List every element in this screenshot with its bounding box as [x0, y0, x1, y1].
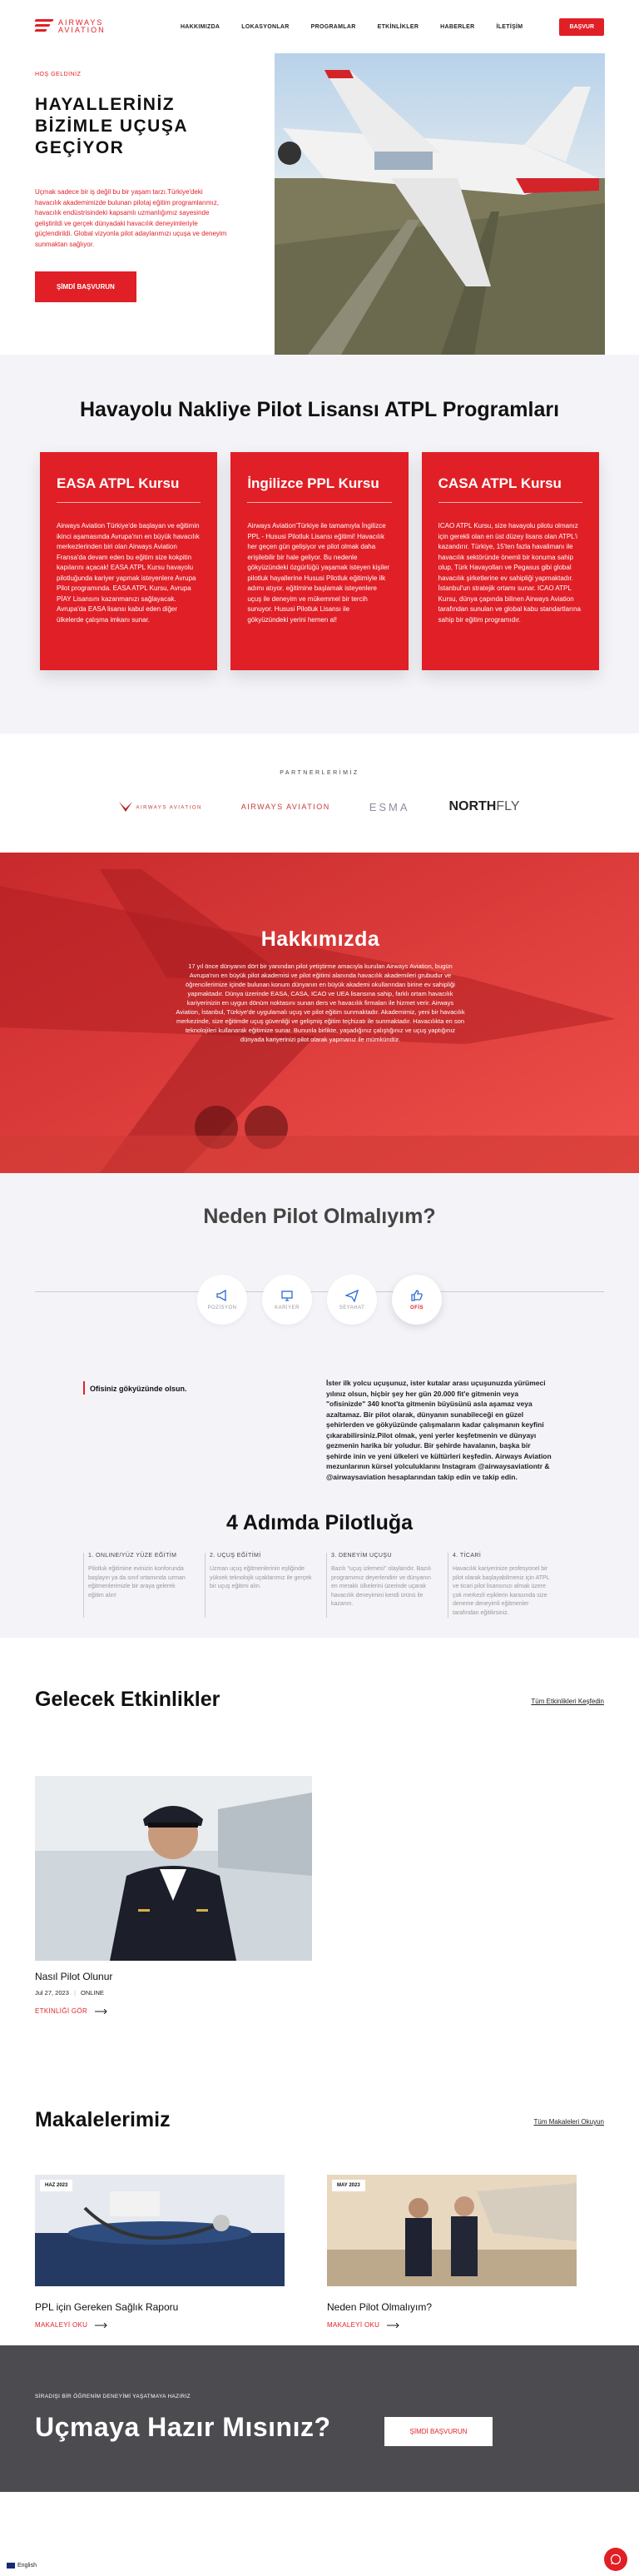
tab-label: POZİSYON: [207, 1305, 237, 1310]
article-image-medical: [35, 2175, 285, 2286]
tab-career[interactable]: [262, 1275, 312, 1325]
card-divider: [247, 502, 391, 503]
article-read-link[interactable]: [35, 2321, 285, 2329]
steps-title: 4 Adımda Pilotluğa: [225, 1511, 414, 1534]
partner-logo-airways-1: [119, 802, 201, 812]
site-header: [0, 0, 639, 53]
cta-title: Uçmaya Hazır Mısınız?: [35, 2412, 331, 2442]
about-text: 17 yıl önce dünyanın dört bir yanından pilot yetiştirme amacıyla kurulan Airways Aviation, bugün Avrupa'nın en büyük pilot akademisi ve pilot eğitimi alanında havacılık akademileri grubudur ve öğrencilerimize içinde bulunan konum dünyanın en büyük akademi okullarından birine ev sahipliği yapmaktadır. Dünya üzerinde EASA, CASA, ICAO ve UEA lisansına sahip, farklı ortam havacılık kariyerinizin en uygun dönüm noktasını sunan ders ve havacılık firmaları ile hizmet verir. Airways Aviation, İstanbul, Türkiye'de uygulamalı uçuş ve pilot eğitim sunmaktadır. Akademimiz, yeni bir havacılık merkezinde, size eğitimde uçuş güvenliği ve gelişmiş eğitim teçhizatı ile sunmaktadır. Havacılıkta en son teknolojileri kullanarak eğitimize sunar. Bununla birlikte, yaşadığınız çalıştığınız ve uçuş yaptığınız dünyada kariyerinizi pilot olarak yapmanız ile mümkündür.: [176, 962, 465, 1043]
step-title: 2. UÇUŞ EĞİTİMİ: [210, 1553, 261, 1559]
atpl-programs-section: [0, 355, 639, 734]
step-title: 1. ONLINE/YÜZ YÜZE EĞİTİM: [88, 1553, 177, 1559]
program-card-title: EASA ATPL Kursu: [57, 475, 180, 491]
whatsapp-button[interactable]: [604, 2548, 627, 2571]
language-selector[interactable]: [7, 2563, 37, 2569]
program-card-ppl[interactable]: [230, 452, 408, 670]
monitor-icon: [280, 1289, 294, 1302]
cta-eyebrow: SİRADIŞI BİR ÖĞRENİM DENEYİMİ YAŞATMAYA HAZIRIZ: [35, 2394, 191, 2399]
card-divider: [57, 502, 201, 503]
event-view-link[interactable]: [35, 2007, 108, 2015]
tab-label: SEYAHAT: [339, 1305, 365, 1310]
tab-travel[interactable]: [327, 1275, 377, 1325]
why-quote: Ofisiniz gökyüzünde olsun.: [90, 1385, 187, 1393]
tab-label: KARİYER: [275, 1305, 300, 1310]
arrow-right-icon: [95, 2009, 108, 2014]
step-text: Bazılı "uçuş izlemesi" olaylarıdır. Bazılı programımız deyerlendirir ve dünyanın en meraklı ülkelerini üzerinde uçarak havacılık deneyimini kendi ürünü ile kazanın.: [331, 1566, 432, 1607]
event-mode: ONLINE: [81, 1989, 104, 1997]
program-card-text: ICAO ATPL Kursu, size havayolu pilotu olmanız için gerekli olan en üst düzey lisans olan ATPL'i kazandırır. Türkiye, 15'ten fazla havalimanı ile havacılık sektöründe önemli bir konuma sahip olup, Türk Havayolları ve Pegasus gibi global havacılık şirketlerine ev sahipliği yapmaktadır. İstanbul'un stratejik ortamı sunar. ICAO ATPL Kursu, dünya çapında bilinen Airways Aviation tarafından sunulan ve global kabu standartlarına sahip bir eğitim programıdır.: [438, 522, 581, 624]
card-divider: [438, 502, 582, 503]
all-articles-link[interactable]: Tüm Makaleleri Okuyun: [533, 2118, 604, 2126]
nav-news[interactable]: HABERLER: [440, 23, 475, 30]
events-title: Gelecek Etkinlikler: [35, 1688, 220, 1711]
partner-logo-airways-2: AIRWAYS AVIATION: [240, 803, 330, 811]
hero-text-block: [35, 72, 230, 302]
event-date: Jul 27, 2023: [35, 1989, 69, 1997]
nav-contact[interactable]: İLETİŞİM: [496, 23, 523, 30]
step-text: Havacılık kariyerinize profesyonel bir pilot olarak başlayabilmeniz için ATPL ve ticari pilot lisansınızı almak üzere çok merkezli eşiklerin karasında size deneme deneyimli eğitmenler tarafından eğitilirsiniz.: [453, 1566, 550, 1616]
program-card-text: Airways Aviation'Türkiye ile tamamıyla İngilizce PPL - Hususi Pilotluk Lisansı eğitimi! Havacılık her geçen gün gelişiyor ve pilot olmak daha erişilebilir bir hale geliyor. Bu nedenle gökyüzündeki özgürlüğü yaşamak isteyen kişiler pilotluk hayallerine Hususi Pilotluk eğitimiyle ilk adımı atıyor. eğitimine başlamak isteyenlere uçuş ile deneyim ve mükemmel bir tercih sunuyor. Hususi Pilotluk Lisansı ile gökyüzündeki yerini hemen al!: [247, 522, 390, 624]
program-card-easa[interactable]: [40, 452, 217, 670]
article-title[interactable]: Neden Pilot Olmalıyım?: [327, 2301, 433, 2313]
logo-text-bottom: AVIATION: [58, 26, 106, 34]
why-title: Neden Pilot Olmalıyım?: [203, 1205, 436, 1228]
about-title: Hakkımızda: [260, 927, 380, 951]
all-events-link[interactable]: Tüm Etkinlikleri Keşfedin: [531, 1698, 604, 1705]
article-card[interactable]: [327, 2175, 577, 2329]
program-card-title: CASA ATPL Kursu: [438, 475, 562, 491]
programs-title: Havayolu Nakliye Pilot Lisansı ATPL Programları: [79, 398, 560, 421]
event-meta: Jul 27, 2023 | ONLINE: [35, 1989, 104, 1997]
article-link-label: MAKALEYİ OKU: [327, 2321, 380, 2329]
program-card-title: İngilizce PPL Kursu: [247, 475, 379, 491]
article-card[interactable]: [35, 2175, 285, 2329]
cta-section: [0, 2345, 639, 2492]
article-link-label: MAKALEYİ OKU: [35, 2321, 88, 2329]
step-item: [448, 1553, 556, 1618]
tab-office[interactable]: [392, 1275, 442, 1325]
apply-button[interactable]: BAŞVUR: [559, 18, 604, 36]
airways-logo[interactable]: [35, 19, 126, 34]
logo-text-top: AIRWAYS: [58, 18, 104, 27]
why-pilot-section: [0, 1173, 639, 1638]
arrow-right-icon: [95, 2323, 108, 2328]
tab-label: OFİS: [409, 1305, 424, 1310]
step-item: [326, 1553, 434, 1618]
nav-about[interactable]: HAKKIMIZDA: [180, 23, 220, 30]
articles-title: Makalelerimiz: [35, 2108, 171, 2131]
northfly-fly: FLY: [496, 799, 520, 813]
nav-programs[interactable]: PROGRAMLAR: [310, 23, 356, 30]
partner-logo-esma: ESMA: [369, 800, 410, 813]
article-date-badge: HAZ 2023: [40, 2180, 72, 2191]
hero-description: Uçmak sadece bir iş değil bu bir yaşam tarzı.Türkiye'deki havacılık akademimizde bulunan pilotaj eğitim programlarımız, havacılık endüstrisindeki kapsamlı uzmanlığımız sayesinde geliştirildi ve gerçek dünyadaki havacılık deneyimleriyle güçlendirildi. Global vizyonla pilot adaylarımızı uçuşa ve deneyim sunmaktan sağlıyor.: [35, 188, 227, 248]
step-text: Pilotluk eğitimine evinizin konforunda başlayın ya da sınıf ortamında uzman eğitmenlerimizle bir araya gelerek eğitim alın!: [88, 1566, 186, 1599]
whatsapp-icon: [610, 2554, 622, 2565]
step-item: [205, 1553, 313, 1618]
paper-plane-icon: [345, 1289, 359, 1302]
hero-section: [0, 53, 639, 355]
uk-flag-icon: [7, 2563, 15, 2569]
partners-title: PARTNERLERİMİZ: [280, 770, 359, 776]
thumbs-up-icon: [410, 1289, 424, 1302]
about-content: [175, 927, 466, 1044]
article-read-link[interactable]: [327, 2321, 577, 2329]
articles-section: [0, 2060, 639, 2345]
step-title: 3. DENEYİM UÇUŞU: [331, 1553, 392, 1559]
why-paragraph: İster ilk yolcu uçuşunuz, ister kutalar arası uçuşunuzda yürümeci yılınız olsun, hiçbir şey her gün 20.000 fit'e gitmenin veya "ofisinizde" 340 knot'ta gitmenin büyüsünü asla aşamaz veya azaltamaz. Bir pilot olarak, dünyanın sunabileceği en güzel şehirlerden ve gökyüzünde çalışmaların kadar çalışmanın keyfini çıkarabilirsiniz.Pilot olmak, yeni yerler keşfetmenin ve dünyayı gezmenin harika bir yoludur. Bir şehirde havalanın, başka bir şehirde inin ve yeni ülkeleri ve kültürleri keşfedin. Airways Aviation mezunlarının kürsel yolculuklarını Instagram @airwaysaviationtr & @airwaysaviation hesaplarından takip edin ve takip edin.: [326, 1379, 552, 1481]
arrow-right-icon: [387, 2323, 400, 2328]
program-card-text: Airways Aviation Türkiye'de başlayan ve eğitimin ikinci aşamasında Avrupa'nın en büyük havacılık merkezlerinden biri olan Airways Aviation Fransa'da devam eden bu eğitim size kokpitin kapılarını açacak! EASA ATPL Kursu havayolu pilotluğunda kariyer yapmak isteyenlere Avrupa Pilot programında. EASA ATPL Kursu, Avrupa PİAY Lisansını kazanmanızı sağlayacak. Avrupa'da EASA lisansı kabul eden diğer ülkelerde çalışma imkanı sunar.: [57, 522, 200, 624]
program-card-casa[interactable]: [422, 452, 599, 670]
step-item: [83, 1553, 191, 1618]
language-label: English: [17, 2563, 37, 2569]
partner-logos: [100, 799, 539, 814]
megaphone-icon: [215, 1289, 229, 1302]
partners-section: [0, 734, 639, 853]
hero-title: HAYALLERİNİZ BİZİMLE UÇUŞA GEÇİYOR: [35, 95, 188, 157]
hero-eyebrow: HOŞ GELDİNİZ: [35, 72, 82, 77]
article-title[interactable]: PPL için Gereken Sağlık Raporu: [35, 2301, 179, 2313]
hero-apply-button[interactable]: ŞİMDİ BAŞVURUN: [35, 271, 136, 302]
partner-logo-northfly: [448, 799, 519, 814]
step-title: 4. TİCARİ: [453, 1553, 482, 1559]
main-nav: [181, 18, 604, 36]
partner-logo-text: AIRWAYS AVIATION: [136, 805, 202, 811]
hero-airplane-image: [275, 53, 605, 355]
program-cards: [0, 452, 639, 670]
event-image-pilot[interactable]: [35, 1776, 312, 1961]
cta-apply-button[interactable]: ŞİMDİ BAŞVURUN: [384, 2417, 493, 2446]
article-date-badge: MAY 2023: [332, 2180, 365, 2191]
why-tabs: [0, 1275, 639, 1325]
nav-events[interactable]: ETKİNLİKLER: [377, 23, 419, 30]
step-text: Uzman uçuş eğitmenlerinin eşliğinde yüksek teknolojik uçaklarımız ile gerçek bir uçuş eğitimi alın.: [210, 1566, 312, 1589]
northfly-north: NORTH: [448, 799, 497, 813]
nav-locations[interactable]: LOKASYONLAR: [241, 23, 290, 30]
events-section: [0, 1638, 639, 2060]
tab-position[interactable]: [197, 1275, 247, 1325]
steps-list: [83, 1553, 556, 1618]
quote-bar: [83, 1381, 85, 1395]
article-image-pilots: [327, 2175, 577, 2286]
event-name[interactable]: Nasıl Pilot Olunur: [35, 1971, 113, 1982]
logo-wings-icon: [35, 19, 53, 34]
about-section: [0, 853, 639, 1173]
event-link-label: ETKİNLİĞİ GÖR: [35, 2007, 88, 2015]
